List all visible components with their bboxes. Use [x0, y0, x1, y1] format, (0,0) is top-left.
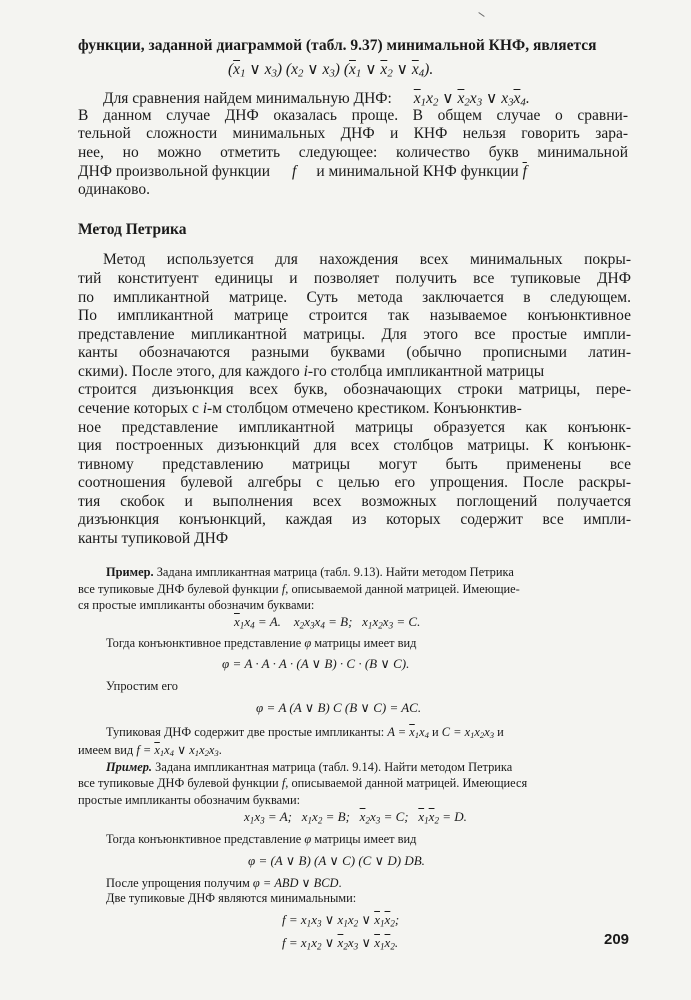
text-line: ное представление импликантной матрицы образуется как конъюнк- — [78, 419, 631, 436]
text-line: скими). После этого, для каждого i-го столбца импликантной матрицы — [78, 363, 545, 380]
text-line: функции, заданной диаграммой (табл. 9.37) минимальной КНФ, является — [78, 37, 597, 54]
example-line: Тогда конъюнктивное представление φ матрицы имеет вид — [106, 832, 417, 846]
text-line: строится дизъюнкция всех букв, обозначающих строки матрицы, пере- — [78, 381, 631, 398]
text-line: дизъюнкция конъюнкций, каждая из которых содержит все импли- — [78, 511, 631, 528]
text-line: Для сравнения найдем минимальную ДНФ: $\overline{x}_1x_2$ ∨ $\overline{x}_2x_3$ ∨ $x_3\overline{x}_4$. — [103, 90, 530, 109]
formula: φ = (A ∨ B) (A ∨ C) (C ∨ D) DB. — [248, 853, 425, 868]
text-line: тельной сложности минимальных ДНФ и КНФ нельзя говорить зара- — [78, 125, 628, 142]
scan-speck — [478, 12, 484, 17]
text-line: Метод используется для нахождения всех минимальных покры- — [103, 251, 631, 268]
text-line: тия скобок и выполнения всех возможных поглощений получается — [78, 493, 631, 510]
example-line: простые импликанты обозначим буквами: — [78, 793, 301, 807]
text-line: канты обозначаются разными буквами (обычно прописными латин- — [78, 344, 631, 361]
formula-dnf: $\overline{x}_1x_2$ ∨ $\overline{x}_2x_3$ ∨ $x_3\overline{x}_4$. — [413, 90, 530, 109]
example-line: Тогда конъюнктивное представление φ матрицы имеет вид — [106, 636, 417, 650]
text-line: тий конституент единицы и позволяет получить все тупиковые ДНФ — [78, 270, 631, 287]
formula-knf: ($\overline{x}_1$ ∨ $x_3$) ($x_2$ ∨ $x_3$) ($\overline{x}_1$ ∨ $\overline{x}_2$ ∨ $\overline{x}_4$). — [228, 61, 434, 80]
text-line: В данном случае ДНФ оказалась проще. В общем случае о сравни- — [78, 107, 628, 124]
text-line: нее, но можно отметить следующее: количество букв минимальной — [78, 144, 628, 161]
text-line: представление мипликантной матрицы. Для этого все простые импли- — [78, 326, 631, 343]
example-line: ся простые импликанты обозначим буквами: — [78, 598, 315, 612]
example-line: Тупиковая ДНФ содержит две простые импликанты: $A = \overline{x}_1x_4$ и $C = x_1x_2x_3$ и — [106, 725, 504, 741]
formula: $x_1x_3 = A$; $x_1x_2 = B$; $\overline{x}_2x_3 = C$; $\overline{x}_1\overline{x}_2 = D$. — [244, 809, 467, 826]
text-line: тивному представлению матрицы могут быть применены все — [78, 456, 631, 473]
formula: $\overline{x}_1x_4 = A$. $x_2x_3x_4 = B$; $x_1x_2x_3 = C$. — [234, 614, 421, 631]
text-line: одинаково. — [78, 181, 150, 198]
example-line: все тупиковые ДНФ булевой функции f, описываемой данной матрицей. Имеющиеся — [78, 776, 528, 790]
section-heading: Метод Петрика — [78, 221, 187, 238]
example-line: Пример. Задана импликантная матрица (табл. 9.13). Найти методом Петрика — [106, 565, 514, 579]
formula: φ = A (A ∨ B) C (B ∨ C) = AC. — [256, 700, 422, 715]
text-line: ДНФ произвольной функции f и минимальной КНФ функции $\overline{f}$ — [78, 163, 527, 180]
text-line: соотношения булевой алгебры с целью его упрощения. После раскры- — [78, 474, 631, 491]
page-number: 209 — [604, 931, 630, 948]
example-line: Пример. Задана импликантная матрица (табл. 9.14). Найти методом Петрика — [106, 760, 513, 774]
formula: φ = A · A · A · (A ∨ B) · C · (B ∨ C). — [222, 656, 410, 671]
text-line: ция построенных дизъюнкций для всех столбцов матрицы. К конъюнк- — [78, 437, 631, 454]
formula: $f = x_1x_3$ ∨ $x_1x_2$ ∨ $\overline{x}_1\overline{x}_2$; — [282, 912, 400, 929]
formula: $f = x_1x_2$ ∨ $\overline{x}_2x_3$ ∨ $\overline{x}_1\overline{x}_2$. — [282, 935, 399, 952]
text-line: по импликантной матрице. Суть метода заключается в следующем. — [78, 289, 631, 306]
text-line: канты тупиковой ДНФ — [78, 530, 229, 547]
text-line: сечение которых с i-м столбцом отмечено крестиком. Конъюнктив- — [78, 400, 522, 417]
example-line: все тупиковые ДНФ булевой функции f, описываемой данной матрицей. Имеющие- — [78, 582, 520, 596]
text-line: По импликантной матрице строится так называемое конъюнктивное — [78, 307, 631, 324]
example-line: После упрощения получим φ = ABD ∨ BCD. — [106, 876, 342, 890]
example-line: Упростим его — [106, 679, 178, 693]
example-line: Две тупиковые ДНФ являются минимальными: — [106, 891, 357, 905]
example-line: имеем вид $f = \overline{x}_1x_4$ ∨ $x_1x_2x_3$. — [78, 743, 222, 759]
